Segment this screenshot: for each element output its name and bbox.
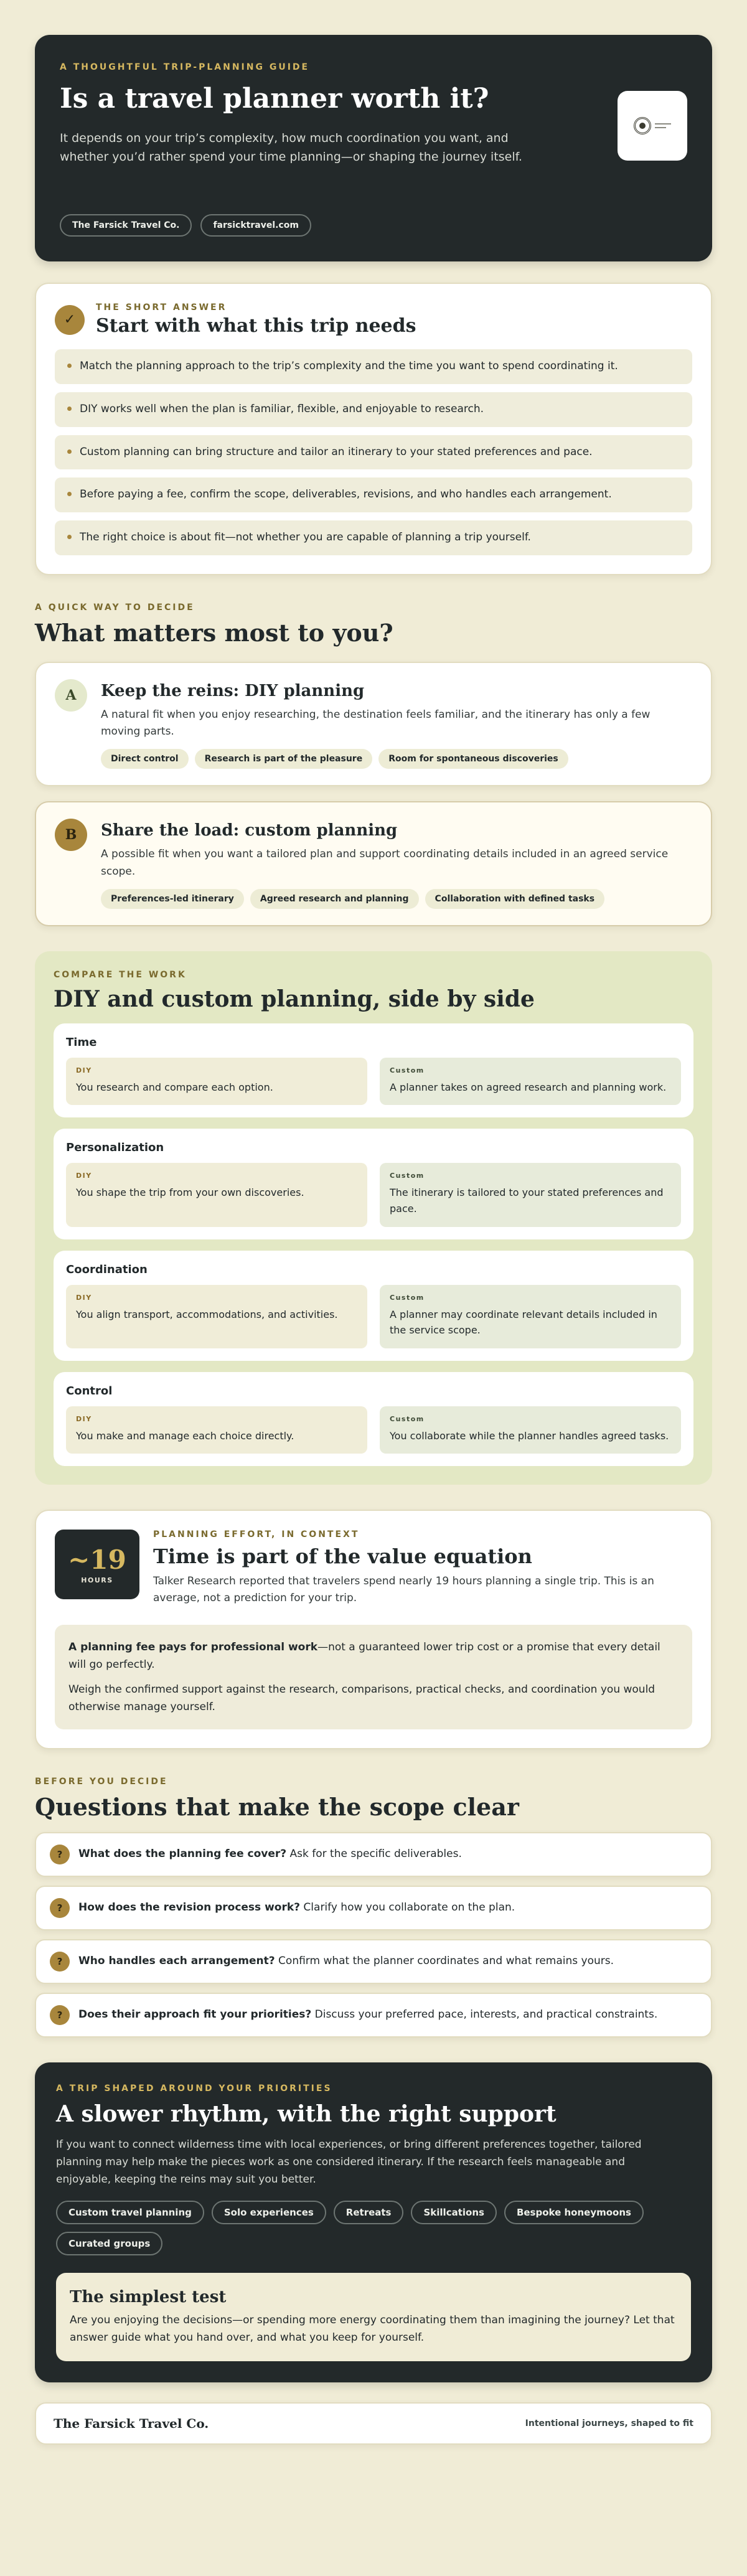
effort-note-text-2: Weigh the confirmed support against the research, comparisons, practical checks, and coordination you would otherwise manage yourself. [68, 1683, 655, 1713]
option-title: Share the load: custom planning [101, 821, 398, 840]
question-item [35, 1993, 712, 2038]
option-card-diy [35, 662, 712, 786]
question-icon: ? [50, 1898, 70, 1918]
effort-note-strong: A planning fee pays for professional work [68, 1640, 318, 1653]
custom-text: A planner takes on agreed research and planning work. [390, 1081, 667, 1093]
diy-cell [66, 1406, 367, 1454]
question-text: Who handles each arrangement? [78, 1955, 275, 1968]
custom-text: A planner may coordinate relevant details included in the service scope. [390, 1308, 657, 1337]
hours-value: ~19 [68, 1544, 126, 1576]
list-item: Match the planning approach to the trip’s complexity and the time you want to spend coordinating it. [55, 349, 692, 384]
question-item [35, 1939, 712, 1984]
option-card-custom [35, 801, 712, 926]
questions-section [35, 1777, 712, 1821]
service-pill[interactable]: Skillcations [411, 2201, 496, 2224]
option-tag: Collaboration with defined tasks [425, 889, 605, 909]
diy-text: You make and manage each choice directly. [76, 1429, 294, 1442]
custom-text: You collaborate while the planner handles agreed tasks. [390, 1429, 669, 1442]
compare-row-title: Control [66, 1384, 113, 1398]
custom-label: Custom [390, 1293, 425, 1302]
custom-label: Custom [390, 1172, 425, 1180]
diy-cell [66, 1285, 367, 1348]
option-tag: Direct control [101, 749, 189, 769]
compare-section [35, 951, 712, 1485]
custom-cell [380, 1285, 681, 1348]
rhythm-lead: If you want to connect wilderness time with local experiences, or bring different preferences together, tailored planning may help make the pieces work as one considered itinerary. If the research feels manageable and enjoyable, keeping the reins may suit you better. [56, 2138, 642, 2186]
effort-card [35, 1510, 712, 1749]
option-tag: Research is part of the pleasure [195, 749, 373, 769]
hero-pills [60, 214, 311, 237]
service-pill[interactable]: Bespoke honeymoons [504, 2201, 644, 2224]
short-answer-title: Start with what this trip needs [96, 315, 416, 337]
question-icon: ? [50, 2005, 70, 2025]
footer-tagline: Intentional journeys, shaped to fit [525, 2419, 693, 2429]
option-tag: Agreed research and planning [250, 889, 419, 909]
list-item: Before paying a fee, confirm the scope, deliverables, revisions, and who handles each arrangement. [55, 477, 692, 512]
option-description: A possible fit when you want a tailored plan and support coordinating details included in an agreed service scope. [101, 848, 669, 878]
decide-eyebrow: A QUICK WAY TO DECIDE [35, 602, 195, 613]
effort-description: Talker Research reported that travelers spend nearly 19 hours planning a single trip. This is an average, not a prediction for your trip. [153, 1575, 654, 1605]
service-pill[interactable]: Solo experiences [212, 2201, 326, 2224]
question-answer: Ask for the specific deliverables. [286, 1848, 462, 1861]
question-item [35, 1886, 712, 1930]
brand-logo [618, 91, 687, 161]
brand-pill[interactable]: The Farsick Travel Co. [60, 214, 192, 237]
custom-cell [380, 1163, 681, 1226]
effort-note-rest: —not a guaranteed lower trip cost or a promise that every detail will go perfectly. [68, 1640, 660, 1671]
hero-lead: It depends on your trip’s complexity, how much coordination you want, and whether you’d rather spend your time planning—or shaping the journey itself. [60, 131, 522, 164]
question-icon: ? [50, 1952, 70, 1972]
custom-cell [380, 1406, 681, 1454]
questions-eyebrow: BEFORE YOU DECIDE [35, 1776, 168, 1787]
list-item: The right choice is about fit—not whether you are capable of planning a trip yourself. [55, 520, 692, 555]
list-item: DIY works well when the plan is familiar, flexible, and enjoyable to research. [55, 392, 692, 427]
diy-cell [66, 1058, 367, 1106]
question-answer: Discuss your preferred pace, interests, and practical constraints. [311, 2008, 658, 2021]
simplest-text: Are you enjoying the decisions—or spending more energy coordinating them than imagining the journey? Let that answer guide what you hand over, and what you keep for yourself. [70, 2314, 675, 2344]
compare-row-coordination [54, 1251, 693, 1361]
service-pills [56, 2201, 710, 2255]
hero-eyebrow: A THOUGHTFUL TRIP-PLANNING GUIDE [60, 62, 310, 72]
compare-row-title: Coordination [66, 1262, 148, 1276]
effort-note [55, 1625, 692, 1729]
compare-eyebrow: COMPARE THE WORK [54, 969, 187, 980]
diy-text: You shape the trip from your own discoveries. [76, 1187, 304, 1199]
custom-label: Custom [390, 1066, 425, 1074]
hours-stat [55, 1530, 139, 1599]
short-answer-eyebrow: THE SHORT ANSWER [96, 303, 227, 313]
question-item [35, 1832, 712, 1877]
page-title: Is a travel planner worth it? [60, 83, 489, 115]
hero-banner [35, 35, 712, 261]
compare-title: DIY and custom planning, side by side [54, 985, 535, 1012]
compare-row-title: Time [66, 1035, 97, 1049]
option-letter-badge: B [55, 819, 87, 851]
hours-unit: HOURS [81, 1576, 113, 1585]
diy-label: DIY [76, 1172, 92, 1180]
effort-note-text [68, 1638, 680, 1673]
list-item: Custom planning can bring structure and tailor an itinerary to your stated preferences and pace. [55, 435, 692, 470]
compare-row-control [54, 1372, 693, 1467]
custom-cell [380, 1058, 681, 1106]
simplest-title: The simplest test [70, 2288, 227, 2306]
footer [35, 2402, 712, 2445]
question-icon: ? [50, 1845, 70, 1864]
diy-label: DIY [76, 1066, 92, 1074]
option-title: Keep the reins: DIY planning [101, 681, 365, 700]
option-tags [101, 889, 692, 909]
footer-brand[interactable]: The Farsick Travel Co. [54, 2416, 209, 2432]
rhythm-eyebrow: A TRIP SHAPED AROUND YOUR PRIORITIES [56, 2083, 332, 2094]
logo-seal-icon [634, 117, 671, 134]
check-icon: ✓ [55, 305, 85, 335]
short-answer-list [55, 349, 692, 555]
diy-text: You research and compare each option. [76, 1081, 273, 1093]
custom-text: The itinerary is tailored to your stated preferences and pace. [390, 1187, 664, 1215]
diy-cell [66, 1163, 367, 1226]
effort-title: Time is part of the value equation [153, 1544, 532, 1569]
diy-label: DIY [76, 1414, 92, 1423]
service-pill[interactable]: Curated groups [56, 2232, 162, 2255]
diy-label: DIY [76, 1293, 92, 1302]
rhythm-title: A slower rhythm, with the right support [56, 2100, 557, 2127]
compare-row-title: Personalization [66, 1141, 164, 1155]
custom-label: Custom [390, 1414, 425, 1423]
option-letter-badge: A [55, 679, 87, 712]
question-text: What does the planning fee cover? [78, 1848, 287, 1861]
question-text: Does their approach fit your priorities? [78, 2008, 312, 2021]
option-description: A natural fit when you enjoy researching, the destination feels familiar, and the itinerary has only a few moving parts. [101, 708, 651, 738]
question-answer: Clarify how you collaborate on the plan. [300, 1901, 515, 1914]
questions-title: Questions that make the scope clear [35, 1792, 519, 1821]
option-tag: Room for spontaneous discoveries [378, 749, 568, 769]
compare-row-personalization [54, 1129, 693, 1239]
service-pill[interactable]: Custom travel planning [56, 2201, 204, 2224]
question-answer: Confirm what the planner coordinates and what remains yours. [275, 1955, 614, 1968]
decide-title: What matters most to you? [35, 618, 393, 647]
rhythm-section [35, 2062, 712, 2382]
compare-row-time [54, 1023, 693, 1118]
simplest-test-box [56, 2273, 691, 2361]
option-tags [101, 749, 692, 769]
service-pill[interactable]: Retreats [334, 2201, 404, 2224]
short-answer-card [35, 283, 712, 575]
decide-section [35, 603, 712, 647]
questions-list [35, 1832, 712, 2038]
option-tag: Preferences-led itinerary [101, 889, 244, 909]
question-text: How does the revision process work? [78, 1901, 301, 1914]
website-pill[interactable]: farsicktravel.com [200, 214, 311, 237]
diy-text: You align transport, accommodations, and activities. [76, 1308, 338, 1320]
effort-eyebrow: PLANNING EFFORT, IN CONTEXT [153, 1530, 360, 1540]
